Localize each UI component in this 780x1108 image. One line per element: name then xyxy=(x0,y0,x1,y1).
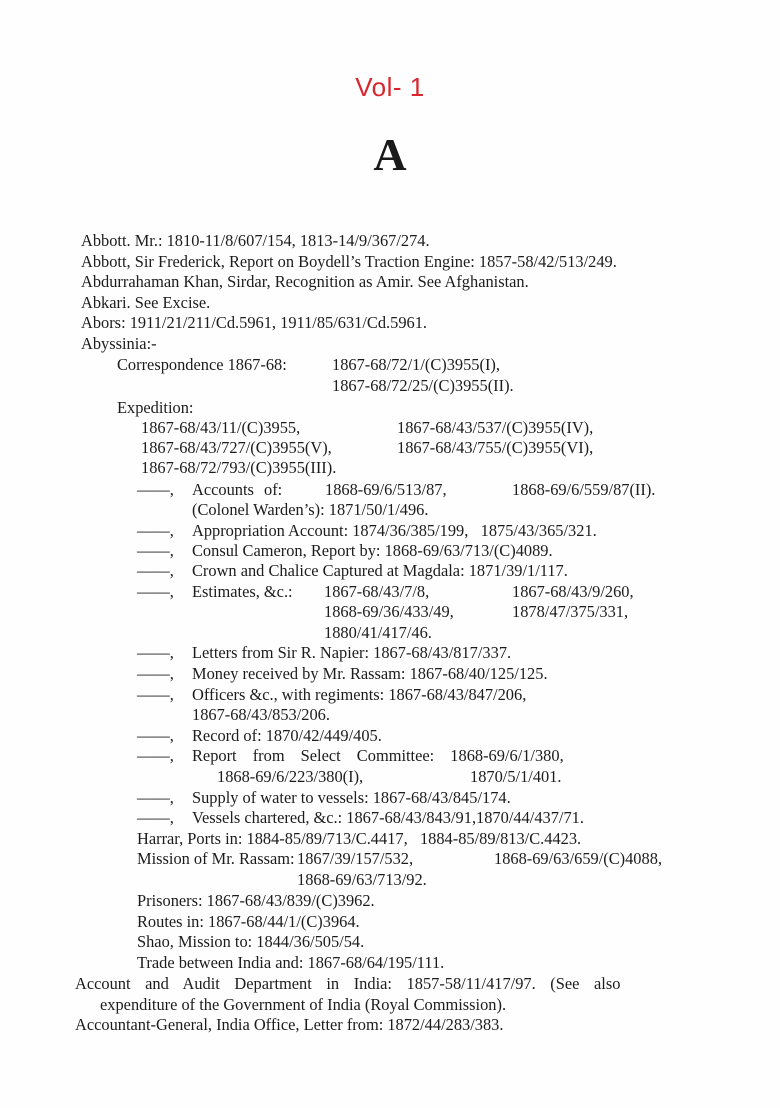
correspondence-ref-1: 1867-68/72/1/(C)3955(I), xyxy=(332,355,500,374)
appropriation-account: Appropriation Account: 1874/36/385/199, 1875/43/365/321. xyxy=(192,521,597,540)
dash-marker: ——, xyxy=(137,808,174,827)
entry-abbott-mr: Abbott. Mr.: 1810-11/8/607/154, 1813-14/9/367/274. xyxy=(81,231,430,250)
subentry-correspondence-label: Correspondence 1867-68: xyxy=(117,355,287,374)
estimates-ref-1: 1867-68/43/7/8, xyxy=(324,582,430,601)
estimates-ref-4: 1878/47/375/331, xyxy=(512,602,629,621)
expedition-ref-5: 1867-68/72/793/(C)3955(III). xyxy=(141,458,337,477)
subentry-routes: Routes in: 1867-68/44/1/(C)3964. xyxy=(137,912,360,931)
vessels-chartered: Vessels chartered, &c.: 1867-68/43/843/91,1870/44/437/71. xyxy=(192,808,584,827)
dash-marker: ——, xyxy=(137,788,174,807)
dash-marker: ——, xyxy=(137,521,174,540)
expedition-ref-2: 1867-68/43/537/(C)3955(IV), xyxy=(397,418,594,437)
estimates-ref-5: 1880/41/417/46. xyxy=(324,623,432,642)
officers-with-regiments: Officers &c., with regiments: 1867-68/43/847/206, xyxy=(192,685,527,704)
dash-marker: ——, xyxy=(137,561,174,580)
entry-abors: Abors: 1911/21/211/Cd.5961, 1911/85/631/Cd.5961. xyxy=(81,313,428,332)
expedition-ref-1: 1867-68/43/11/(C)3955, xyxy=(141,418,301,437)
report-ref-1: 1868-69/6/223/380(I), xyxy=(217,767,364,786)
entry-abyssinia: Abyssinia:- xyxy=(81,334,157,353)
mission-ref-2: 1868-69/63/659/(C)4088, xyxy=(494,849,662,868)
volume-label: Vol- 1 xyxy=(355,72,425,102)
supply-of-water: Supply of water to vessels: 1867-68/43/845/174. xyxy=(192,788,511,807)
record-of: Record of: 1870/42/449/405. xyxy=(192,726,382,745)
estimates-label: Estimates, &c.: xyxy=(192,582,293,601)
expedition-ref-3: 1867-68/43/727/(C)3955(V), xyxy=(141,438,332,457)
estimates-ref-3: 1868-69/36/433/49, xyxy=(324,602,454,621)
report-select-committee: Report from Select Committee: 1868-69/6/1/380, xyxy=(192,746,564,765)
accounts-ref-1: 1868-69/6/513/87, xyxy=(325,480,447,499)
expedition-ref-4: 1867-68/43/755/(C)3955(VI), xyxy=(397,438,594,457)
mission-ref-3: 1868-69/63/713/92. xyxy=(297,870,427,889)
subentry-shao: Shao, Mission to: 1844/36/505/54. xyxy=(137,932,365,951)
letters-from-napier: Letters from Sir R. Napier: 1867-68/43/817/337. xyxy=(192,643,512,662)
dash-marker: ——, xyxy=(137,726,174,745)
accounts-colonel-warden: (Colonel Warden’s): 1871/50/1/496. xyxy=(192,500,429,519)
accounts-of-label: Accounts of: xyxy=(192,480,283,499)
subentry-trade: Trade between India and: 1867-68/64/195/111. xyxy=(137,953,445,972)
entry-accountant-general: Accountant-General, India Office, Letter from: 1872/44/283/383. xyxy=(75,1015,504,1034)
consul-cameron-report: Consul Cameron, Report by: 1868-69/63/713/(C)4089. xyxy=(192,541,553,560)
subentry-harrar: Harrar, Ports in: 1884-85/89/713/C.4417, 1884-85/89/813/C.4423. xyxy=(137,829,582,848)
money-received-rassam: Money received by Mr. Rassam: 1867-68/40/125/125. xyxy=(192,664,548,683)
dash-marker: ——, xyxy=(137,480,174,499)
accounts-ref-2: 1868-69/6/559/87(II). xyxy=(512,480,656,499)
officers-with-regiments-continued: 1867-68/43/853/206. xyxy=(192,705,330,724)
section-letter-heading: A xyxy=(373,129,407,180)
dash-marker: ——, xyxy=(137,643,174,662)
dash-marker: ——, xyxy=(137,664,174,683)
subentry-expedition-label: Expedition: xyxy=(117,398,194,417)
subentry-mission-label: Mission of Mr. Rassam: xyxy=(137,849,295,868)
report-ref-2: 1870/5/1/401. xyxy=(470,767,562,786)
entry-abdurrahaman-khan: Abdurrahaman Khan, Sirdar, Recognition as Amir. See Afghanistan. xyxy=(81,272,529,291)
mission-ref-1: 1867/39/157/532, xyxy=(297,849,414,868)
entry-abbott-sir-frederick: Abbott, Sir Frederick, Report on Boydell’s Traction Engine: 1857-58/42/513/249. xyxy=(81,252,617,271)
entry-account-and-audit-continued: expenditure of the Government of India (Royal Commission). xyxy=(100,995,507,1014)
entry-abkari: Abkari. See Excise. xyxy=(81,293,211,312)
dash-marker: ——, xyxy=(137,746,174,765)
estimates-ref-2: 1867-68/43/9/260, xyxy=(512,582,634,601)
dash-marker: ——, xyxy=(137,685,174,704)
subentry-prisoners: Prisoners: 1867-68/43/839/(C)3962. xyxy=(137,891,375,910)
crown-and-chalice: Crown and Chalice Captured at Magdala: 1871/39/1/117. xyxy=(192,561,568,580)
correspondence-ref-2: 1867-68/72/25/(C)3955(II). xyxy=(332,376,514,395)
entry-account-and-audit: Account and Audit Department in India: 1857-58/11/417/97. (See also xyxy=(75,974,621,993)
dash-marker: ——, xyxy=(137,541,174,560)
dash-marker: ——, xyxy=(137,582,174,601)
